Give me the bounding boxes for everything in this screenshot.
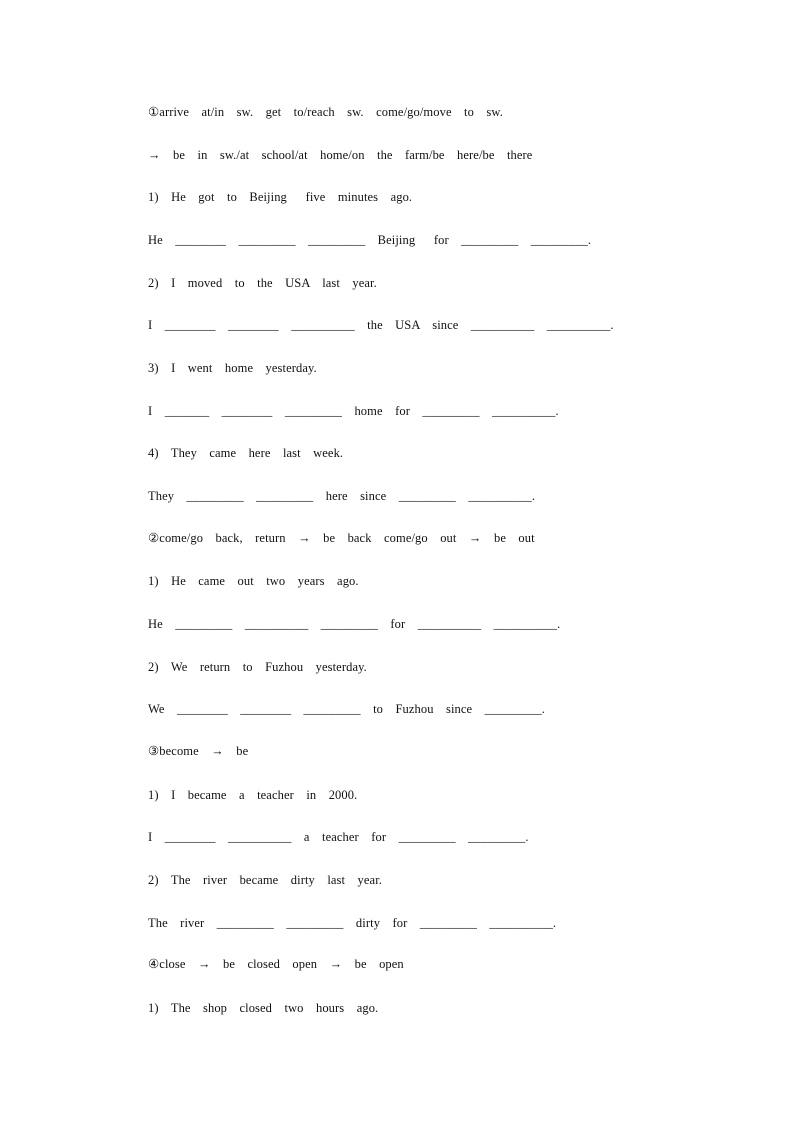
exercise-sentence: 4) They came here last week. <box>148 446 344 460</box>
exercise-sentence: 3) I went home yesterday. <box>148 361 317 375</box>
exercise-sentence: 1) He came out two years ago. <box>148 574 359 588</box>
exercise-blank-line: They _________ _________ here since _________ __________. <box>148 489 536 503</box>
section-3-heading: ③become → be <box>148 744 249 758</box>
exercise-blank-line: I ________ __________ a teacher for _________ _________. <box>148 830 529 844</box>
section-1-rule: → be in sw./at school/at home/on the farm/be here/be there <box>148 148 533 162</box>
exercise-blank-line: I ________ ________ __________ the USA since __________ __________. <box>148 318 614 332</box>
section-2-heading: ②come/go back, return → be back come/go out → be out <box>148 531 535 545</box>
exercise-sentence: 2) The river became dirty last year. <box>148 873 382 887</box>
exercise-sentence: 2) We return to Fuzhou yesterday. <box>148 660 367 674</box>
section-1-heading: ①arrive at/in sw. get to/reach sw. come/go/move to sw. <box>148 105 503 119</box>
exercise-blank-line: We ________ ________ _________ to Fuzhou since _________. <box>148 702 546 716</box>
section-4-heading: ④close → be closed open → be open <box>148 957 404 971</box>
exercise-sentence: 1) The shop closed two hours ago. <box>148 1001 379 1015</box>
exercise-blank-line: He _________ __________ _________ for __________ __________. <box>148 617 561 631</box>
exercise-sentence: 2) I moved to the USA last year. <box>148 276 377 290</box>
exercise-sentence: 1) He got to Beijing five minutes ago. <box>148 190 413 204</box>
exercise-blank-line: The river _________ _________ dirty for _________ __________. <box>148 916 557 930</box>
exercise-blank-line: He ________ _________ _________ Beijing for _________ _________. <box>148 233 592 247</box>
exercise-sentence: 1) I became a teacher in 2000. <box>148 788 358 802</box>
exercise-blank-line: I _______ ________ _________ home for _________ __________. <box>148 404 559 418</box>
